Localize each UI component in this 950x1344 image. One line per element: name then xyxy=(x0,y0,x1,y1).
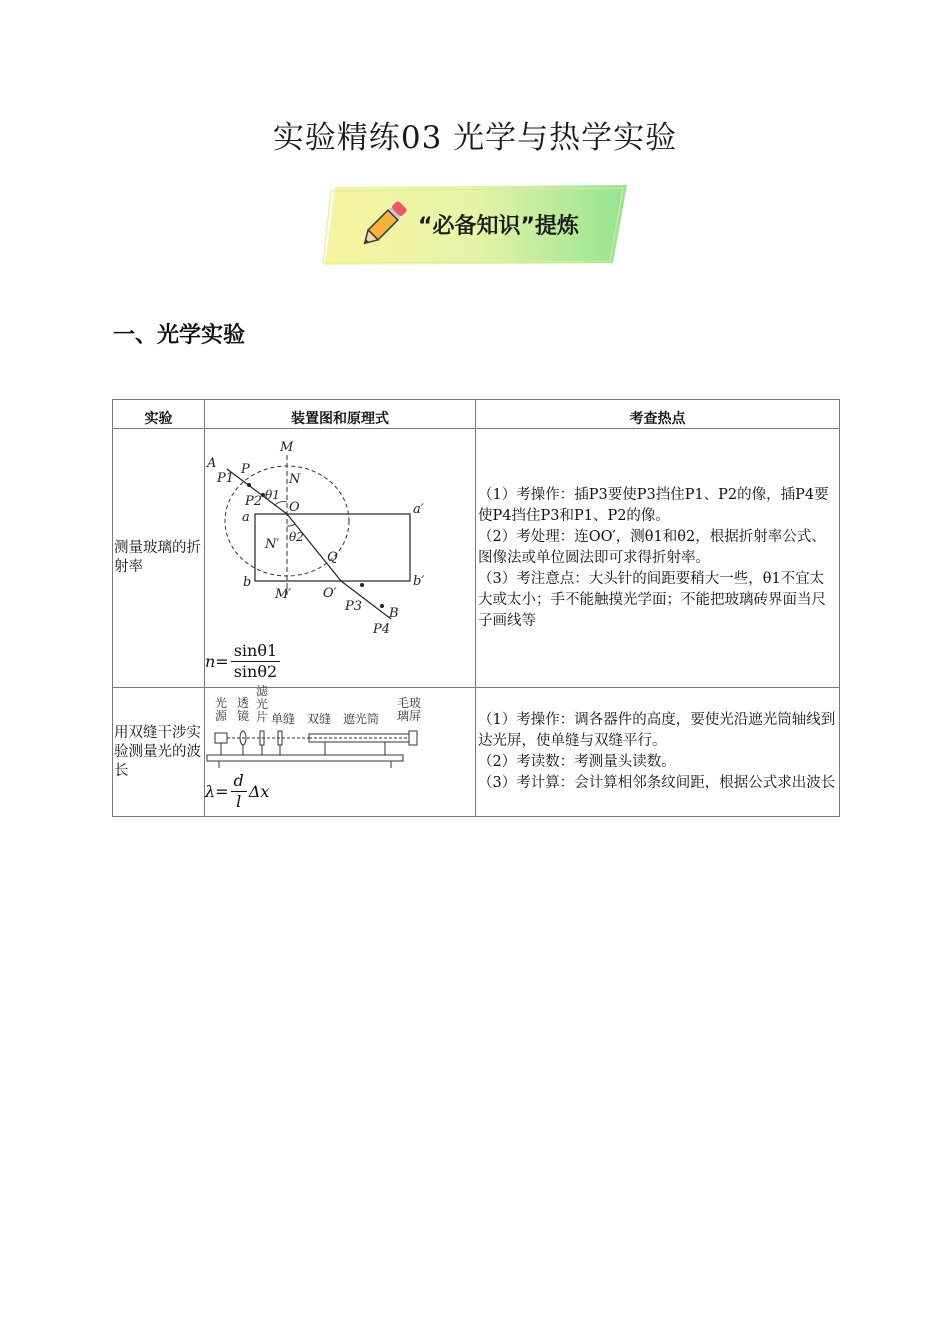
label-theta2: θ2 xyxy=(289,529,304,544)
wavelength-formula xyxy=(205,771,475,812)
label-b-prime: b′ xyxy=(413,573,425,589)
formula-numerator: sinθ1 xyxy=(231,641,280,662)
label-P3: P3 xyxy=(345,598,363,614)
experiment-name: 用双缝干涉实验测量光的波长 xyxy=(113,688,205,817)
label-N: N xyxy=(289,471,301,487)
table-row xyxy=(113,688,840,817)
hotspot-item: （1）考操作：插P3要使P3挡住P1、P2的像，插P4要使P4挡住P3和P1、P2的像。 xyxy=(478,486,829,524)
hotspots-cell xyxy=(476,688,840,817)
banner-label: “必备知识”提炼 xyxy=(418,214,579,239)
refraction-diagram xyxy=(205,433,476,645)
pencil-icon xyxy=(353,195,413,255)
label-double-slit: 双缝 xyxy=(307,711,332,726)
formula-denominator: sinθ2 xyxy=(233,661,278,681)
label-B: B xyxy=(389,605,399,621)
label-P: P xyxy=(241,461,250,477)
label-P2: P2 xyxy=(245,493,263,509)
double-slit-diagram xyxy=(205,683,476,769)
formula-denominator: l xyxy=(236,791,242,811)
label-P1: P1 xyxy=(217,470,235,486)
label-a-prime: a′ xyxy=(413,501,424,517)
diagram-cell xyxy=(205,683,476,817)
diagram-cell xyxy=(205,429,476,688)
label-theta1: θ1 xyxy=(265,487,280,502)
formula-numerator: d xyxy=(231,771,247,792)
page-title: 实验精练03 光学与热学实验 xyxy=(272,120,678,156)
hotspot-item: （2）考读数：考测量头读数。 xyxy=(478,754,676,770)
label-b: b xyxy=(243,574,252,590)
refraction-formula xyxy=(205,641,475,682)
header-experiment: 实验 xyxy=(113,400,205,429)
table-header-row xyxy=(113,400,840,429)
label-tube: 遮光筒 xyxy=(343,711,380,726)
label-part: 光 xyxy=(215,695,228,710)
label-O: O xyxy=(289,499,300,515)
formula-lhs: λ= xyxy=(205,781,229,801)
label-Q: Q xyxy=(327,549,338,565)
hotspot-item: （1）考操作：调各器件的高度，要使光沿遮光筒轴线到达光屏，使单缝与双缝平行。 xyxy=(478,712,836,749)
label-O-prime: O′ xyxy=(323,585,337,601)
hotspots-cell xyxy=(476,429,840,688)
label-filter: 滤光片 xyxy=(256,683,269,724)
label-lens: 透镜 xyxy=(237,695,250,723)
formula-lhs: n= xyxy=(205,651,229,671)
label-a: a xyxy=(242,509,250,525)
label-M: M xyxy=(280,439,294,455)
label-light-source: 光源 xyxy=(215,695,228,723)
label-screen: 毛玻璃屏 xyxy=(397,695,422,723)
formula-rhs: Δx xyxy=(248,781,270,801)
header-hotspots: 考查热点 xyxy=(476,400,840,429)
hotspot-item: （3）考计算：会计算相邻条纹间距，根据公式求出波长 xyxy=(478,775,836,791)
label-N-prime: N′ xyxy=(265,536,280,552)
experiment-table xyxy=(112,399,840,817)
label-A: A xyxy=(207,455,217,471)
section-banner xyxy=(323,183,629,267)
table-row xyxy=(113,429,840,688)
label-single-slit: 单缝 xyxy=(271,711,296,726)
header-diagram: 装置图和原理式 xyxy=(205,400,476,429)
section-heading: 一、光学实验 xyxy=(113,323,246,348)
experiment-name: 测量玻璃的折射率 xyxy=(113,429,205,688)
hotspot-item: （2）考处理：连OO′，测θ1和θ2，根据折射率公式、图像法或单位圆法即可求得折射率。 xyxy=(478,528,826,566)
label-M-prime: M′ xyxy=(275,586,292,602)
label-P4: P4 xyxy=(373,621,391,637)
hotspot-item: （3）考注意点：大头针的间距要稍大一些，θ1不宜太大或太小；手不能触摸光学面；不能把玻璃砖界面当尺子画线等 xyxy=(478,570,826,629)
